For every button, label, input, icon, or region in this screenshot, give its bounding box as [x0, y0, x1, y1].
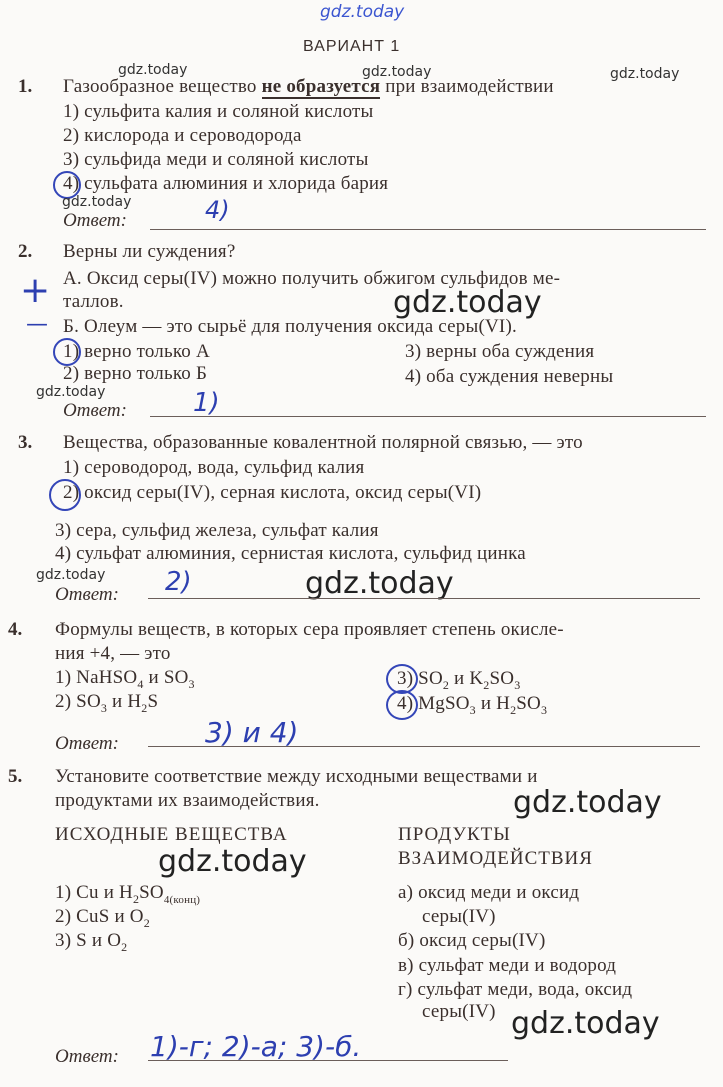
option: 3) сера, сульфид железа, сульфат калия [55, 520, 379, 541]
reactant-item: 2) CuS и $O_2$ [55, 906, 150, 930]
option: 3) сульфида меди и соляной кислоты [63, 149, 369, 170]
answer-line [150, 229, 706, 230]
product-item: серы(IV) [422, 906, 496, 927]
question-text: Верны ли суждения? [63, 241, 236, 262]
option: 2) оксид серы(IV), серная кислота, оксид серы(VI) [63, 482, 482, 503]
watermark: gdz.today [513, 785, 662, 820]
answer-label: Ответ: [55, 584, 119, 605]
statement-b: Б. Олеум — это сырьё для получения оксида серы(VI). [63, 316, 517, 337]
watermark: gdz.today [62, 194, 132, 210]
question-text: ния +4, — это [55, 643, 171, 664]
product-item: б) оксид серы(IV) [398, 930, 546, 951]
product-item: г) сульфат меди, вода, оксид [398, 979, 633, 1000]
handwritten-answer: 3) и 4) [205, 716, 299, 749]
column-title-products: ПРОДУКТЫ [398, 824, 511, 845]
product-item: в) сульфат меди и водород [398, 955, 617, 976]
option: 4) сульфата алюминия и хлорида бария [63, 173, 389, 194]
handwritten-plus-mark: + [20, 270, 51, 311]
question-text-part: при взаимодействии [385, 76, 554, 97]
question-number: 1. [18, 76, 33, 97]
answer-label: Ответ: [55, 1046, 119, 1067]
reactant-item: 3) S и $O_2$ [55, 930, 128, 954]
handwritten-answer: 2) [165, 567, 192, 597]
statement-a: А. Оксид серы(IV) можно получить обжигом сульфидов ме- [63, 268, 561, 289]
handwritten-answer: 4) [205, 196, 230, 224]
option: 1) NaHSO$_4$ и $SO_3$ [55, 667, 195, 691]
question-text-part: Газообразное вещество [63, 76, 257, 97]
option: 1) верно только А [63, 341, 210, 362]
handwritten-minus-mark: — [26, 312, 48, 337]
column-title-products: ВЗАИМОДЕЙСТВИЯ [398, 848, 593, 869]
watermark: gdz.today [511, 1006, 660, 1041]
answer-circle [386, 690, 418, 720]
question-number: 4. [8, 619, 23, 640]
question-number: 2. [18, 241, 33, 262]
question-text: продуктами их взаимодействия. [55, 790, 320, 811]
answer-line [150, 416, 706, 417]
option: 3) верны оба суждения [405, 341, 595, 362]
watermark: gdz.today [393, 285, 542, 320]
watermark: gdz.today [610, 66, 680, 82]
question-emphasis: не образуется [261, 76, 381, 97]
answer-label: Ответ: [55, 733, 119, 754]
option: 1) сероводород, вода, сульфид калия [63, 457, 365, 478]
question-number: 3. [18, 432, 33, 453]
watermark: gdz.today [36, 567, 106, 583]
option: 2) кислорода и сероводорода [63, 125, 302, 146]
answer-circle [53, 338, 81, 366]
handwritten-answer: 1)-г; 2)-а; 3)-б. [150, 1030, 362, 1063]
question-text: Вещества, образованные ковалентной полярной связью, — это [63, 432, 583, 453]
product-item: а) оксид меди и оксид [398, 882, 580, 903]
statement-a: таллов. [63, 291, 124, 312]
answer-line [148, 598, 700, 599]
watermark: gdz.today [36, 384, 106, 400]
option: 4) MgSO$_3$ и $H_2SO_3$ [397, 693, 548, 717]
question-number: 5. [8, 766, 23, 787]
option: 2) верно только Б [63, 363, 208, 384]
reactant-item: 1) Cu и $H_2SO_{4(конц)}$ [55, 882, 201, 906]
question-text: Установите соответствие между исходными веществами и [55, 766, 538, 787]
watermark: gdz.today [305, 566, 454, 601]
page-title: ВАРИАНТ 1 [303, 38, 401, 55]
handwritten-answer: 1) [193, 388, 220, 418]
question-text: Формулы веществ, в которых сера проявляет степень окисле- [55, 619, 564, 640]
top-watermark: gdz.today [320, 2, 405, 22]
product-item: серы(IV) [422, 1001, 496, 1022]
option: 3) $SO_2$ и $K_2SO_3$ [397, 668, 521, 692]
watermark: gdz.today [158, 844, 307, 879]
option: 4) оба суждения неверны [405, 366, 614, 387]
column-title-reactants: ИСХОДНЫЕ ВЕЩЕСТВА [55, 824, 288, 845]
watermark: gdz.today [118, 62, 188, 78]
option: 1) сульфита калия и соляной кислоты [63, 101, 374, 122]
answer-label: Ответ: [63, 400, 127, 421]
question-text [63, 76, 554, 98]
option: 2) $SO_3$ и $H_2S$ [55, 691, 159, 715]
answer-label: Ответ: [63, 210, 127, 231]
watermark: gdz.today [362, 64, 432, 80]
option: 4) сульфат алюминия, сернистая кислота, сульфид цинка [55, 543, 526, 564]
answer-circle [49, 479, 81, 511]
